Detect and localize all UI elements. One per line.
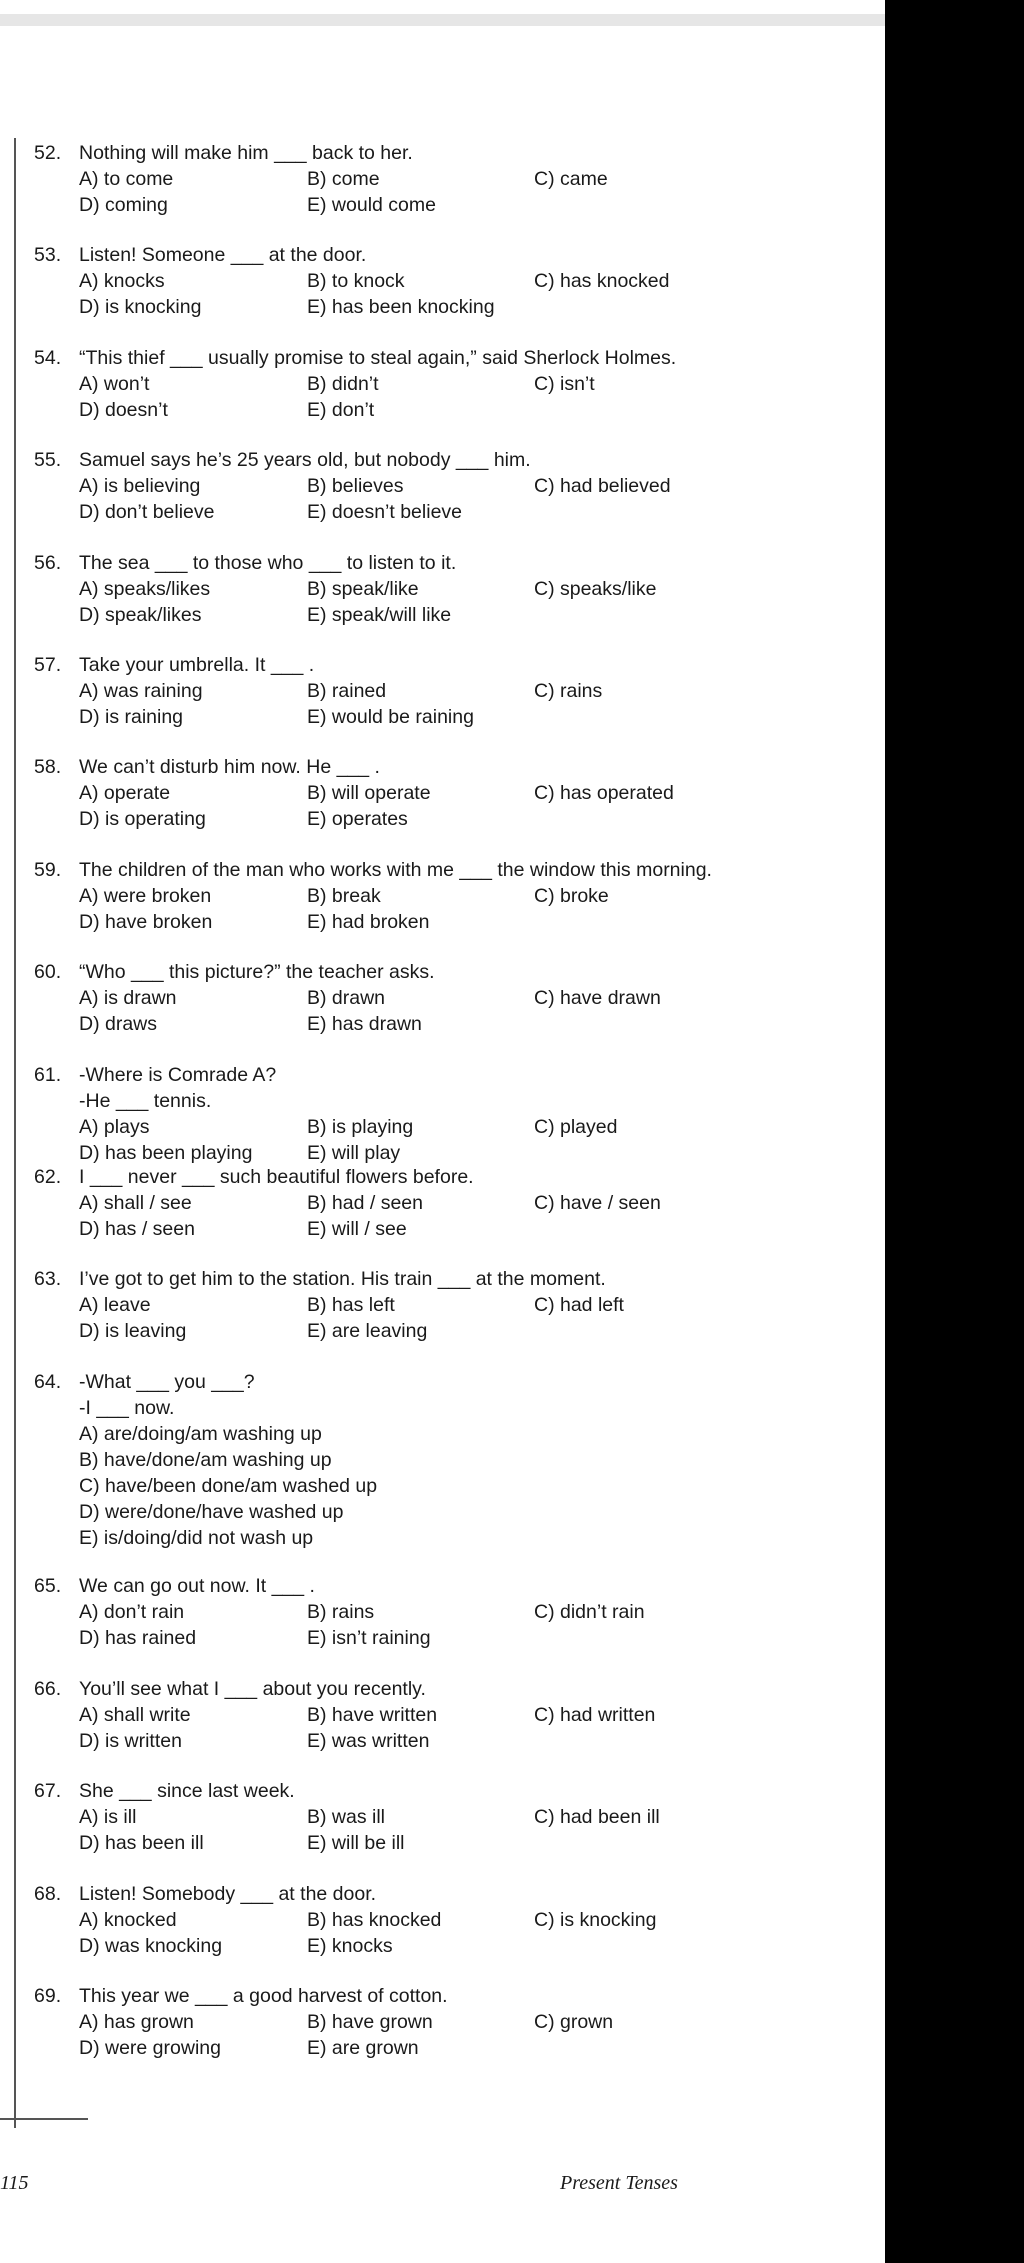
option-a: A) operate bbox=[79, 782, 171, 805]
option-d: D) has rained bbox=[79, 1627, 197, 1650]
question-stem: You’ll see what I ___ about you recently. bbox=[79, 1677, 426, 1700]
question-56 bbox=[34, 550, 734, 652]
option-b: B) has left bbox=[307, 1294, 395, 1317]
option-b: B) drawn bbox=[307, 987, 386, 1010]
question-number: 63. bbox=[34, 1268, 62, 1291]
question-number: 64. bbox=[34, 1370, 62, 1393]
option-c: C) had left bbox=[534, 1294, 624, 1317]
question-number: 60. bbox=[34, 961, 62, 984]
question-number: 56. bbox=[34, 551, 62, 574]
option-d: D) is written bbox=[79, 1729, 182, 1752]
option-b: B) believes bbox=[307, 475, 404, 498]
option-e: E) operates bbox=[307, 808, 408, 831]
option-d: D) have broken bbox=[79, 910, 213, 933]
question-59 bbox=[34, 857, 734, 959]
question-number: 62. bbox=[34, 1165, 62, 1188]
question-number: 57. bbox=[34, 653, 62, 676]
option-c: C) have drawn bbox=[534, 987, 661, 1010]
option-d: D) draws bbox=[79, 1013, 158, 1036]
option-a: A) shall / see bbox=[79, 1191, 192, 1214]
option-a: A) are/doing/am washing up bbox=[79, 1422, 322, 1445]
option-e: E) don’t bbox=[307, 398, 375, 421]
question-stem: The children of the man who works with me ___ the window this morning. bbox=[79, 858, 712, 881]
option-b: B) come bbox=[307, 168, 380, 190]
question-52 bbox=[34, 140, 734, 242]
option-e: E) has drawn bbox=[307, 1013, 422, 1036]
option-e: E) has been knocking bbox=[307, 296, 495, 319]
option-d: D) was knocking bbox=[79, 1934, 223, 1957]
left-margin-rule bbox=[14, 138, 16, 2128]
option-d: D) is leaving bbox=[79, 1320, 187, 1343]
option-e: E) would come bbox=[307, 194, 436, 216]
question-stem-line-2: -I ___ now. bbox=[79, 1396, 175, 1419]
option-a: A) is ill bbox=[79, 1806, 137, 1829]
option-d: D) has been playing bbox=[79, 1141, 253, 1164]
question-number: 61. bbox=[34, 1063, 62, 1086]
top-bar-line bbox=[0, 14, 885, 26]
option-e: E) are grown bbox=[307, 2037, 419, 2060]
question-stem: Listen! Someone ___ at the door. bbox=[79, 244, 367, 267]
option-a: A) knocks bbox=[79, 270, 165, 293]
option-e: E) would be raining bbox=[307, 705, 474, 728]
option-a: A) plays bbox=[79, 1115, 150, 1138]
question-stem: -Where is Comrade A? bbox=[79, 1063, 277, 1086]
option-d: D) has / seen bbox=[79, 1217, 195, 1240]
question-69 bbox=[34, 1983, 734, 2085]
question-stem: “Who ___ this picture?” the teacher asks. bbox=[79, 961, 435, 984]
option-a: A) shall write bbox=[79, 1703, 191, 1726]
question-stem: This year we ___ a good harvest of cotton. bbox=[79, 1985, 448, 2008]
section-title: Present Tenses bbox=[560, 2172, 678, 2194]
question-67 bbox=[34, 1778, 734, 1880]
option-b: B) was ill bbox=[307, 1806, 386, 1829]
question-stem: I ___ never ___ such beautiful flowers before. bbox=[79, 1165, 474, 1188]
question-55 bbox=[34, 447, 734, 549]
option-b: B) had / seen bbox=[307, 1191, 423, 1214]
question-stem: We can’t disturb him now. He ___ . bbox=[79, 756, 380, 779]
question-number: 69. bbox=[34, 1985, 62, 2008]
option-a: A) to come bbox=[79, 168, 174, 190]
option-a: A) were broken bbox=[79, 884, 212, 907]
option-a: A) was raining bbox=[79, 679, 203, 702]
option-a: A) won’t bbox=[79, 372, 150, 395]
footer-rule bbox=[0, 2118, 88, 2120]
question-stem: Nothing will make him ___ back to her. bbox=[79, 142, 413, 164]
option-d: D) speak/likes bbox=[79, 603, 202, 626]
question-stem: I’ve got to get him to the station. His train ___ at the moment. bbox=[79, 1268, 606, 1291]
option-c: C) grown bbox=[534, 2011, 614, 2034]
option-a: A) speaks/likes bbox=[79, 577, 211, 600]
option-e: E) will be ill bbox=[307, 1832, 405, 1855]
option-d: D) doesn’t bbox=[79, 398, 168, 421]
option-c: C) played bbox=[534, 1115, 618, 1138]
option-b: B) have grown bbox=[307, 2011, 433, 2034]
question-stem: Samuel says he’s 25 years old, but nobody ___ him. bbox=[79, 449, 531, 472]
option-d: D) is knocking bbox=[79, 296, 202, 319]
option-c: C) rains bbox=[534, 679, 603, 702]
option-a: A) is believing bbox=[79, 475, 201, 498]
option-d: D) is raining bbox=[79, 705, 184, 728]
question-62 bbox=[34, 1164, 734, 1266]
option-d: D) coming bbox=[79, 194, 168, 216]
option-c: C) isn’t bbox=[534, 372, 595, 395]
option-b: B) is playing bbox=[307, 1115, 414, 1138]
question-number: 66. bbox=[34, 1677, 62, 1700]
option-c: C) has knocked bbox=[534, 270, 670, 293]
option-b: B) rained bbox=[307, 679, 387, 702]
option-c: C) speaks/like bbox=[534, 577, 657, 600]
option-c: C) had believed bbox=[534, 475, 671, 498]
option-e: E) had broken bbox=[307, 910, 430, 933]
question-stem: “This thief ___ usually promise to steal again,” said Sherlock Holmes. bbox=[79, 346, 677, 369]
question-63 bbox=[34, 1266, 734, 1368]
question-53 bbox=[34, 242, 734, 344]
option-e: E) isn’t raining bbox=[307, 1627, 431, 1650]
option-b: B) has knocked bbox=[307, 1908, 442, 1931]
question-number: 67. bbox=[34, 1780, 62, 1803]
option-c: C) came bbox=[534, 168, 608, 190]
question-stem: We can go out now. It ___ . bbox=[79, 1575, 315, 1598]
option-d: D) is operating bbox=[79, 808, 206, 831]
question-number: 68. bbox=[34, 1882, 62, 1905]
option-e: E) is/doing/did not wash up bbox=[79, 1526, 314, 1549]
option-d: D) were/done/have washed up bbox=[79, 1500, 344, 1523]
option-c: C) is knocking bbox=[534, 1908, 657, 1931]
question-68 bbox=[34, 1881, 734, 1983]
option-b: B) didn’t bbox=[307, 372, 379, 395]
option-b: B) to knock bbox=[307, 270, 405, 293]
question-number: 55. bbox=[34, 449, 62, 472]
question-number: 65. bbox=[34, 1575, 62, 1598]
option-a: A) is drawn bbox=[79, 987, 177, 1010]
question-stem: Listen! Somebody ___ at the door. bbox=[79, 1882, 377, 1905]
option-e: E) will play bbox=[307, 1141, 401, 1164]
option-e: E) was written bbox=[307, 1729, 430, 1752]
option-a: A) leave bbox=[79, 1294, 151, 1317]
question-64 bbox=[34, 1369, 734, 1574]
top-bar bbox=[0, 0, 885, 26]
option-d: D) were growing bbox=[79, 2037, 221, 2060]
question-number: 54. bbox=[34, 346, 62, 369]
question-stem: -What ___ you ___? bbox=[79, 1370, 255, 1393]
question-57 bbox=[34, 652, 734, 754]
option-b: B) speak/like bbox=[307, 577, 419, 600]
question-stem: She ___ since last week. bbox=[79, 1780, 295, 1803]
question-number: 58. bbox=[34, 756, 62, 779]
option-e: E) knocks bbox=[307, 1934, 393, 1957]
question-number: 59. bbox=[34, 858, 62, 881]
question-54 bbox=[34, 345, 734, 447]
right-black-panel bbox=[885, 0, 1024, 2263]
option-c: C) had been ill bbox=[534, 1806, 660, 1829]
option-c: C) broke bbox=[534, 884, 609, 907]
option-b: B) have written bbox=[307, 1703, 438, 1726]
option-d: D) don’t believe bbox=[79, 501, 215, 524]
question-58 bbox=[34, 754, 734, 856]
option-c: C) have / seen bbox=[534, 1191, 661, 1214]
question-stem: The sea ___ to those who ___ to listen to it. bbox=[79, 551, 457, 574]
option-e: E) doesn’t believe bbox=[307, 501, 463, 524]
question-65 bbox=[34, 1573, 734, 1675]
option-e: E) are leaving bbox=[307, 1320, 428, 1343]
page-number: 115 bbox=[0, 2172, 29, 2194]
option-b: B) have/done/am washing up bbox=[79, 1448, 332, 1471]
option-e: E) speak/will like bbox=[307, 603, 452, 626]
option-c: C) didn’t rain bbox=[534, 1601, 645, 1624]
question-66 bbox=[34, 1676, 734, 1778]
question-number: 53. bbox=[34, 244, 62, 267]
option-a: A) don’t rain bbox=[79, 1601, 185, 1624]
option-d: D) has been ill bbox=[79, 1832, 204, 1855]
option-b: B) will operate bbox=[307, 782, 431, 805]
question-list bbox=[34, 140, 734, 2085]
question-61 bbox=[34, 1062, 734, 1164]
question-stem: Take your umbrella. It ___ . bbox=[79, 653, 315, 676]
option-c: C) had written bbox=[534, 1703, 656, 1726]
option-a: A) has grown bbox=[79, 2011, 194, 2034]
option-b: B) rains bbox=[307, 1601, 375, 1624]
option-c: C) have/been done/am washed up bbox=[79, 1474, 378, 1497]
option-a: A) knocked bbox=[79, 1908, 177, 1931]
question-60 bbox=[34, 959, 734, 1061]
option-c: C) has operated bbox=[534, 782, 674, 805]
option-e: E) will / see bbox=[307, 1217, 407, 1240]
option-b: B) break bbox=[307, 884, 381, 907]
question-number: 52. bbox=[34, 142, 62, 164]
question-stem-line-2: -He ___ tennis. bbox=[79, 1089, 212, 1112]
